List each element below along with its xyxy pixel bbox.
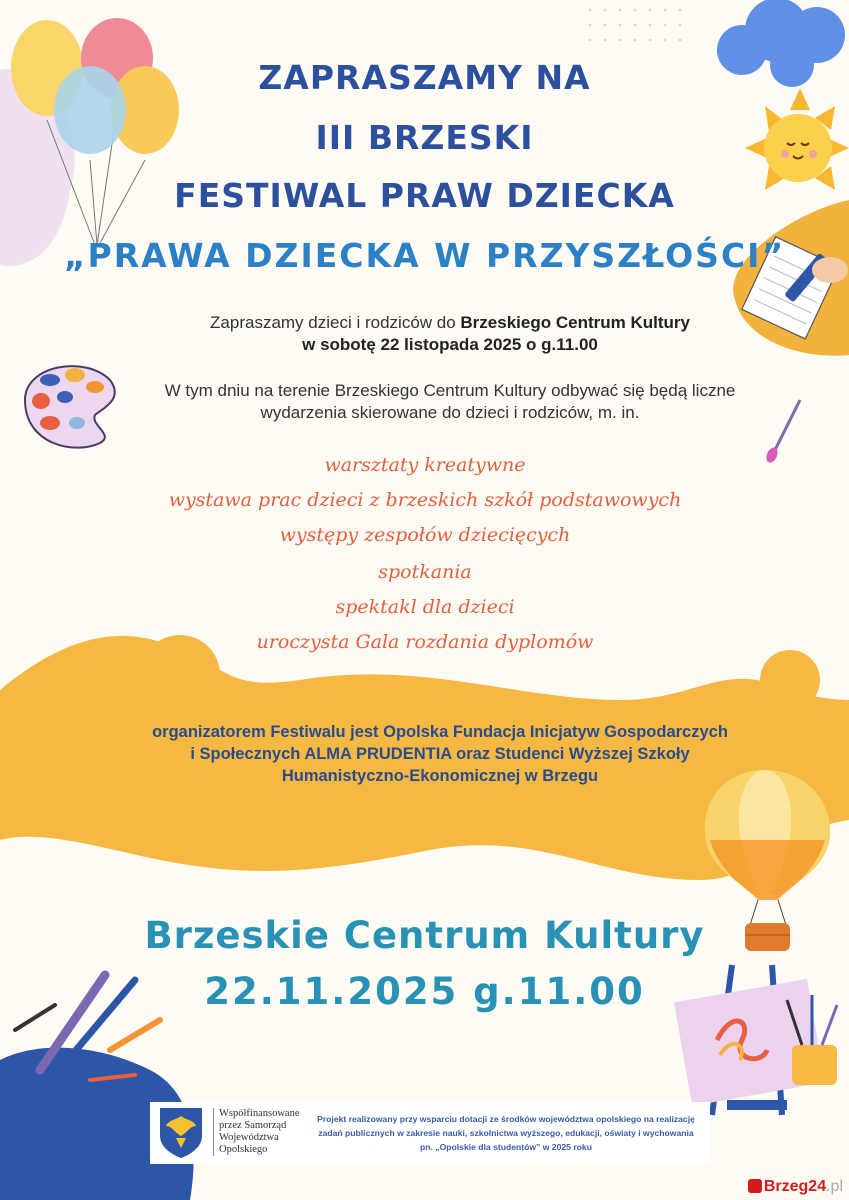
event-date: w sobotę 22 listopada 2025 o g.11.00 bbox=[302, 335, 598, 354]
festival-motto: „PRAWA DZIECKA W PRZYSZŁOŚCI” bbox=[63, 236, 786, 275]
venue-name: Brzeskiego Centrum Kultury bbox=[460, 313, 690, 332]
activity-item: uroczysta Gala rozdania dyplomów bbox=[256, 631, 594, 653]
watermark-tld: .pl bbox=[826, 1178, 843, 1195]
intro-paragraph-1 bbox=[120, 312, 780, 356]
activity-item: spotkania bbox=[378, 561, 472, 583]
project-line-3: pn. „Opolskie dla studentów” w 2025 roku bbox=[420, 1142, 592, 1152]
project-line-1: Projekt realizowany przy wsparciu dotacji ze środków województwa opolskiego na realizację bbox=[317, 1114, 695, 1124]
intro-text-2b: wydarzenia skierowane do dzieci i rodziców, m. in. bbox=[260, 403, 640, 422]
organizer-text bbox=[110, 721, 770, 787]
title-line-1: ZAPRASZAMY NA bbox=[258, 58, 591, 97]
title-line-2: III BRZESKI bbox=[315, 118, 534, 157]
cofin-line-2: przez Samorząd bbox=[219, 1120, 287, 1131]
cofin-line-4: Opolskiego bbox=[219, 1144, 268, 1155]
organizer-line-1: organizatorem Festiwalu jest Opolska Fundacja Inicjatyw Gospodarczych bbox=[152, 723, 728, 741]
cofin-line-1: Współfinansowane bbox=[219, 1108, 300, 1119]
bottom-venue: Brzeskie Centrum Kultury bbox=[144, 914, 705, 957]
activity-item: warsztaty kreatywne bbox=[324, 454, 526, 476]
opole-eagle-crest-icon bbox=[158, 1106, 204, 1160]
brzeg24-watermark[interactable] bbox=[748, 1178, 843, 1196]
project-line-2: zadań publicznych w zakresie nauki, szkolnictwa wyższego, edukacji, oświaty i wychowania bbox=[318, 1128, 694, 1138]
watermark-brand: Brzeg24 bbox=[763, 1178, 827, 1195]
activity-item: wystawa prac dzieci z brzeskich szkół podstawowych bbox=[168, 489, 682, 511]
intro-text: Zapraszamy dzieci i rodziców do bbox=[210, 313, 461, 332]
activity-item: spektakl dla dzieci bbox=[335, 596, 515, 618]
bottom-datetime: 22.11.2025 g.11.00 bbox=[204, 970, 645, 1013]
activity-item: występy zespołów dziecięcych bbox=[279, 524, 571, 546]
organizer-line-2: i Społecznych ALMA PRUDENTIA oraz Studenci Wyższej Szkoły bbox=[190, 745, 690, 763]
cofinance-text bbox=[219, 1108, 299, 1156]
title-line-3: FESTIWAL PRAW DZIECKA bbox=[174, 176, 675, 215]
paint-palette-icon bbox=[15, 355, 125, 450]
cofin-line-3: Województwa bbox=[219, 1132, 279, 1143]
footer-divider bbox=[213, 1108, 214, 1156]
intro-text-2a: W tym dniu na terenie Brzeskiego Centrum Kultury odbywać się będą liczne bbox=[164, 381, 736, 400]
brzeg24-logo-icon bbox=[748, 1179, 762, 1193]
organizer-line-3: Humanistyczno-Ekonomicznej w Brzegu bbox=[281, 767, 599, 785]
project-text bbox=[305, 1112, 707, 1154]
intro-paragraph-2 bbox=[120, 380, 780, 424]
